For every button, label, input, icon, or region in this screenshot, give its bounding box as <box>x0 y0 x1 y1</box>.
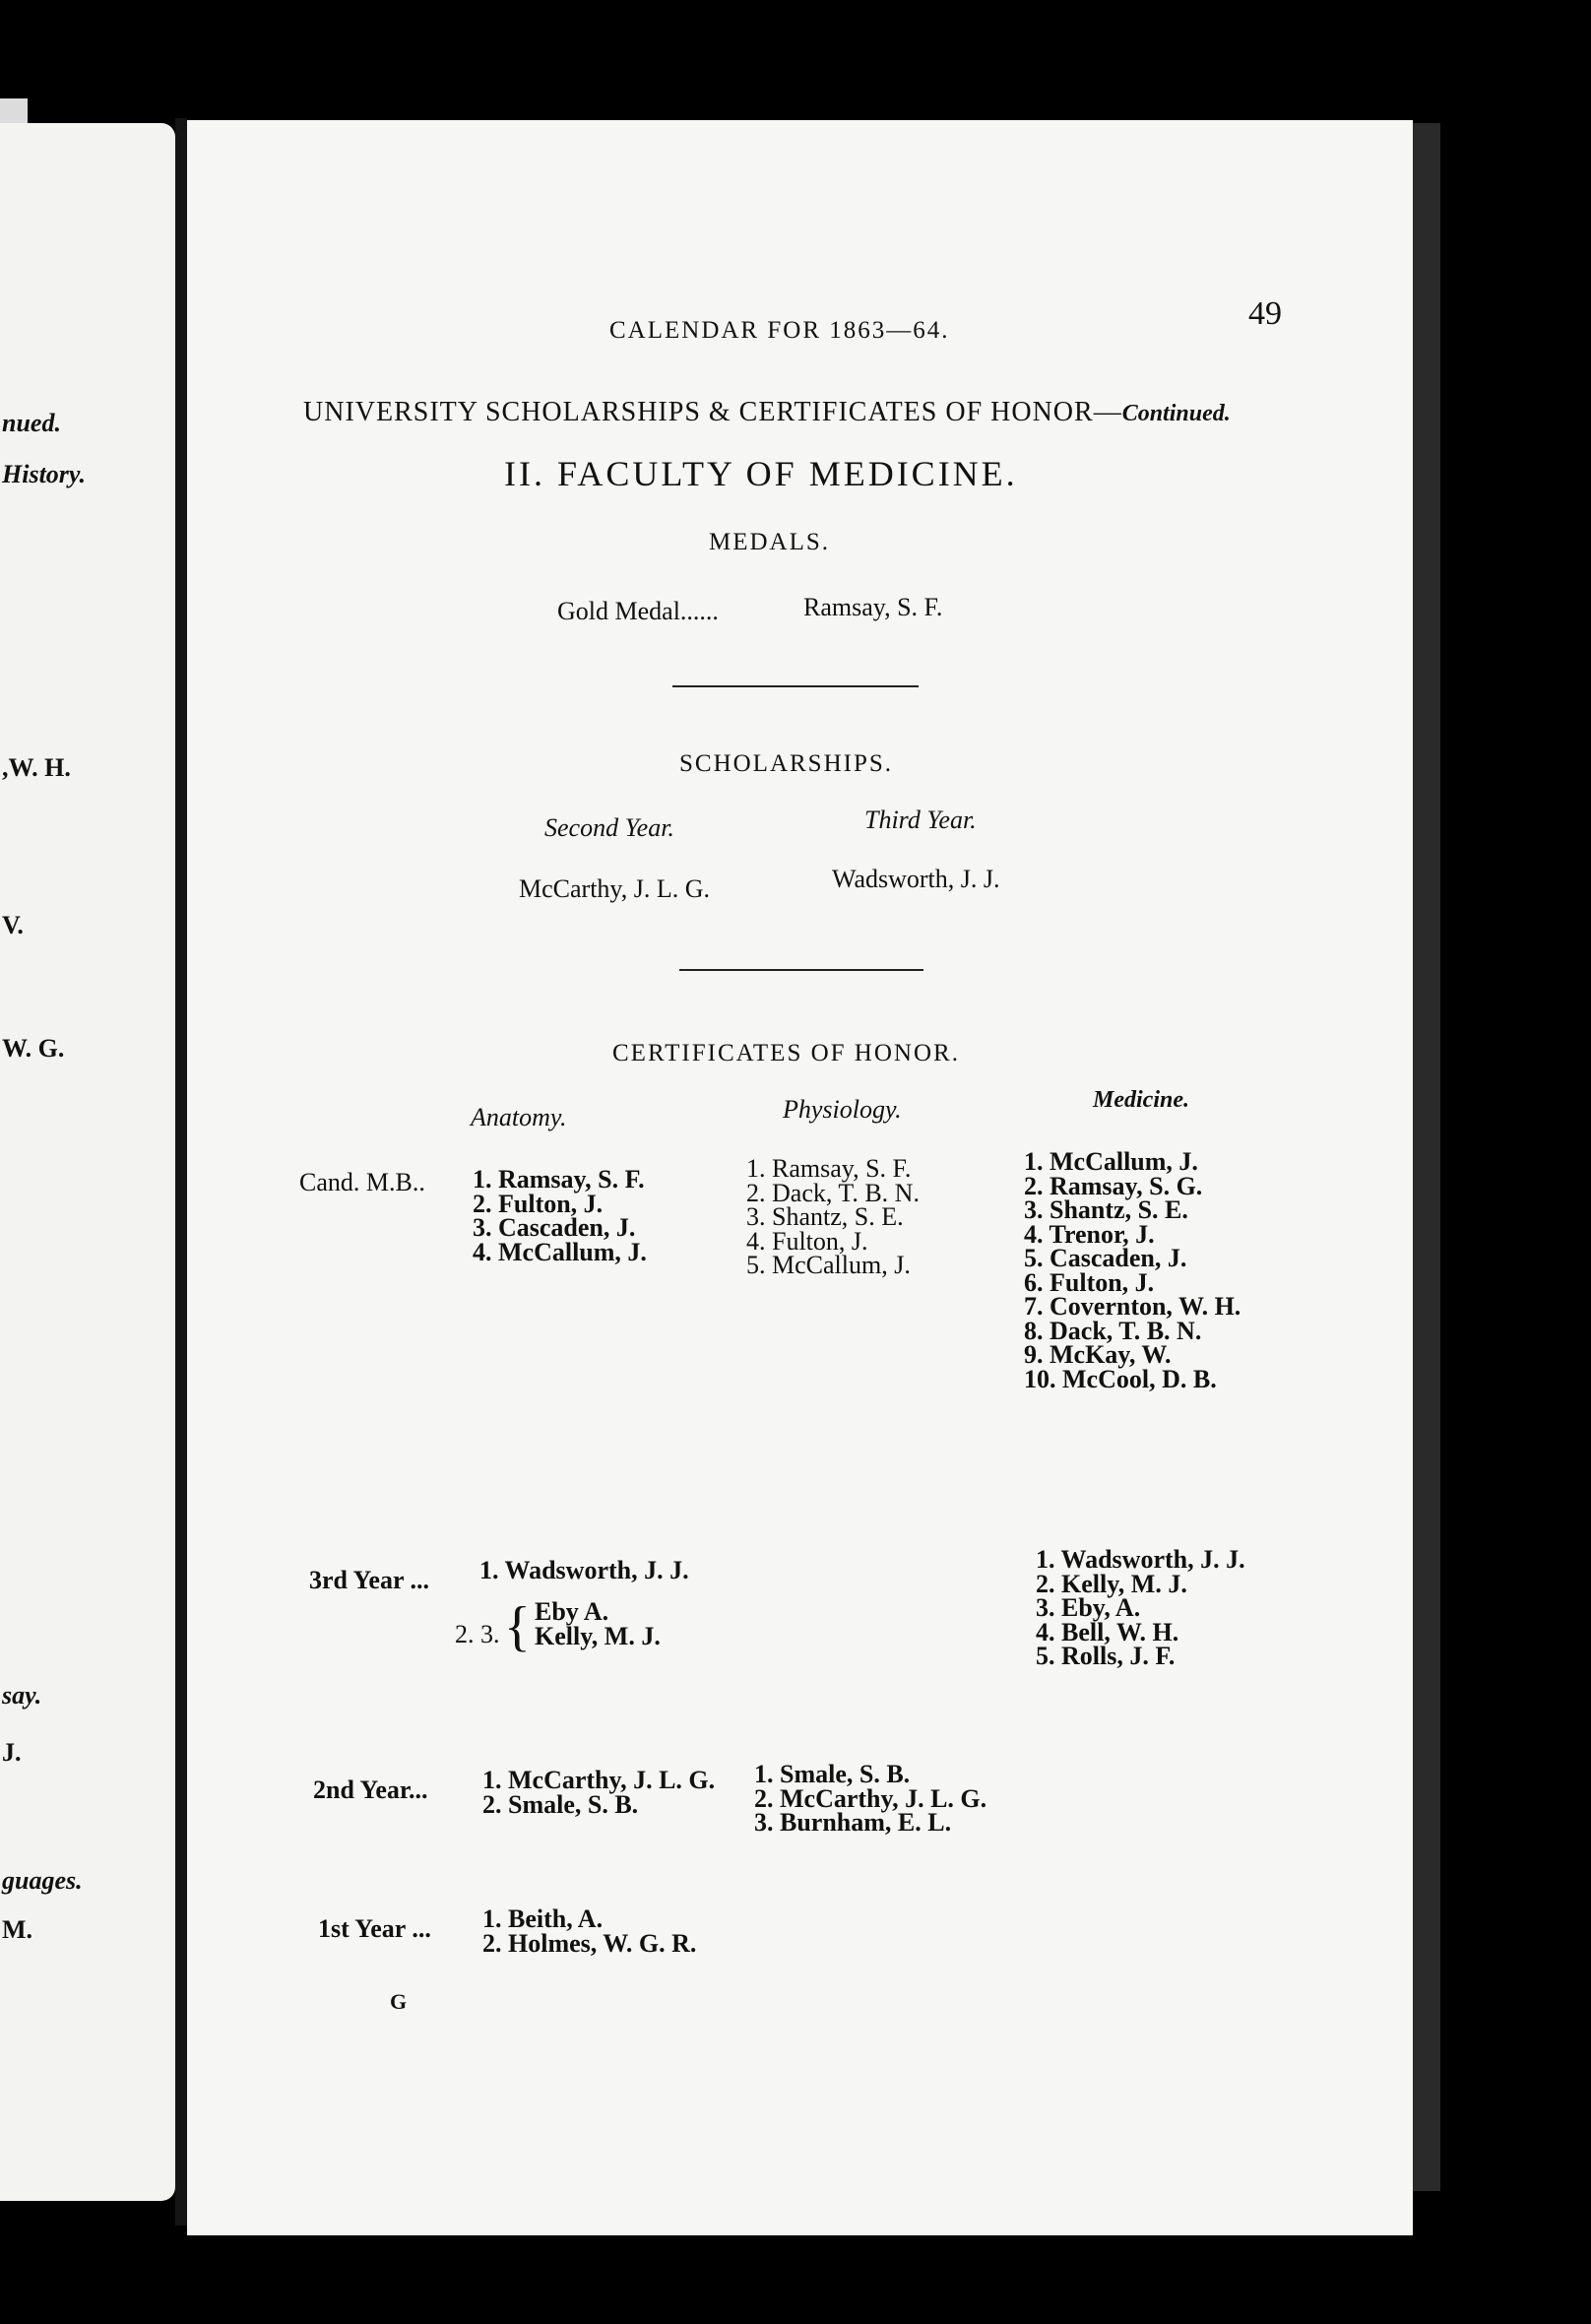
list-item: 2. Smale, S. B. <box>482 1789 639 1819</box>
book-spine <box>175 118 187 2226</box>
list-item: 1. McCarthy, J. L. G. <box>482 1766 716 1794</box>
row-label-first-year: 1st Year ... <box>318 1914 431 1943</box>
certificates-heading: CERTIFICATES OF HONOR. <box>612 1040 960 1066</box>
left-fragment-3: ,W. H. <box>2 753 71 782</box>
second-year-anatomy-list <box>482 1766 716 1819</box>
gold-medal-name: Ramsay, S. F. <box>803 593 943 621</box>
facing-page-fragment <box>0 123 175 2201</box>
row-label-third-year: 3rd Year ... <box>309 1566 430 1594</box>
row-label-second-year: 2nd Year... <box>313 1775 428 1804</box>
second-year-label: Second Year. <box>544 813 674 842</box>
list-item: 3. Cascaden, J. <box>473 1213 636 1242</box>
list-item: 9. McKay, W. <box>1024 1340 1172 1369</box>
page-number: 49 <box>1248 295 1282 332</box>
divider <box>679 969 923 971</box>
list-item: 10. McCool, D. B. <box>1024 1364 1217 1393</box>
list-item: Kelly, M. J. <box>535 1621 661 1650</box>
list-item: Eby A. <box>535 1597 609 1626</box>
scan-edge-tab <box>0 98 28 124</box>
list-item: 4. Bell, W. H. <box>1036 1617 1179 1646</box>
list-item: 2. Dack, T. B. N. <box>746 1178 920 1207</box>
left-fragment-8: guages. <box>2 1866 83 1895</box>
list-item: 3. Shantz, S. E. <box>1024 1195 1188 1224</box>
medals-heading: MEDALS. <box>709 529 831 555</box>
list-item: 6. Fulton, J. <box>1024 1267 1155 1297</box>
cand-mb-physiology-list <box>746 1154 920 1279</box>
list-item: 2. Ramsay, S. G. <box>1024 1171 1203 1200</box>
section-title <box>303 397 1231 428</box>
row-label-cand-mb: Cand. M.B.. <box>299 1168 425 1196</box>
list-item: 2. Kelly, M. J. <box>1036 1569 1187 1598</box>
faculty-heading: II. FACULTY OF MEDICINE. <box>504 454 1018 493</box>
left-fragment-6: say. <box>2 1681 42 1710</box>
list-item: 3. Shantz, S. E. <box>746 1202 904 1231</box>
signature-mark: G <box>390 1989 408 2014</box>
left-fragment-9: M. <box>2 1915 33 1944</box>
section-continued: Continued. <box>1121 401 1231 426</box>
third-year-anatomy-first: 1. Wadsworth, J. J. <box>479 1556 689 1584</box>
list-item: 2. Holmes, W. G. R. <box>482 1928 697 1958</box>
list-item: 2. Fulton, J. <box>473 1189 604 1218</box>
list-item: 1. Smale, S. B. <box>754 1760 911 1788</box>
tie-brace: { <box>504 1596 531 1657</box>
list-item: 3. Eby, A. <box>1036 1593 1141 1622</box>
column-anatomy: Anatomy. <box>471 1103 567 1131</box>
cand-mb-anatomy-list <box>473 1165 647 1266</box>
list-item: 3. Burnham, E. L. <box>754 1808 952 1837</box>
third-year-tie-list <box>535 1597 661 1650</box>
third-year-medicine-list <box>1036 1545 1245 1670</box>
list-item: 7. Covernton, W. H. <box>1024 1292 1241 1321</box>
scholarships-heading: SCHOLARSHIPS. <box>679 750 894 777</box>
list-item: 1. Wadsworth, J. J. <box>1036 1545 1245 1574</box>
third-year-label: Third Year. <box>864 806 977 834</box>
left-fragment-5: W. G. <box>2 1034 65 1063</box>
list-item: 4. McCallum, J. <box>473 1237 647 1266</box>
divider <box>672 685 919 687</box>
list-item: 1. Ramsay, S. F. <box>746 1154 912 1183</box>
left-fragment-1: nued. <box>2 409 61 437</box>
second-year-scholar: McCarthy, J. L. G. <box>519 874 711 903</box>
third-year-tie-label: 2. 3. <box>455 1620 500 1648</box>
section-title-text: UNIVERSITY SCHOLARSHIPS & CERTIFICATES OF HONOR— <box>303 397 1122 427</box>
left-fragment-2: History. <box>2 460 86 488</box>
list-item: 1. McCallum, J. <box>1024 1147 1198 1176</box>
list-item: 5. Cascaden, J. <box>1024 1244 1187 1272</box>
list-item: 8. Dack, T. B. N. <box>1024 1316 1202 1345</box>
list-item: 4. Fulton, J. <box>746 1226 868 1256</box>
list-item: 1. Ramsay, S. F. <box>473 1165 645 1194</box>
first-year-anatomy-list <box>482 1904 697 1958</box>
cand-mb-medicine-list <box>1024 1147 1241 1393</box>
list-item: 4. Trenor, J. <box>1024 1219 1155 1249</box>
page-edge <box>1413 123 1440 2191</box>
left-fragment-4: V. <box>2 911 24 939</box>
second-year-physiology-list <box>754 1760 987 1837</box>
running-title: CALENDAR FOR 1863—64. <box>609 317 950 344</box>
column-medicine: Medicine. <box>1093 1087 1189 1113</box>
list-item: 1. Beith, A. <box>482 1904 604 1933</box>
column-physiology: Physiology. <box>783 1095 902 1124</box>
left-fragment-7: J. <box>2 1738 22 1767</box>
third-year-scholar: Wadsworth, J. J. <box>832 865 1000 893</box>
gold-medal-label: Gold Medal...... <box>557 597 719 625</box>
list-item: 2. McCarthy, J. L. G. <box>754 1783 987 1813</box>
list-item: 5. Rolls, J. F. <box>1036 1642 1176 1670</box>
list-item: 5. McCallum, J. <box>746 1251 911 1279</box>
